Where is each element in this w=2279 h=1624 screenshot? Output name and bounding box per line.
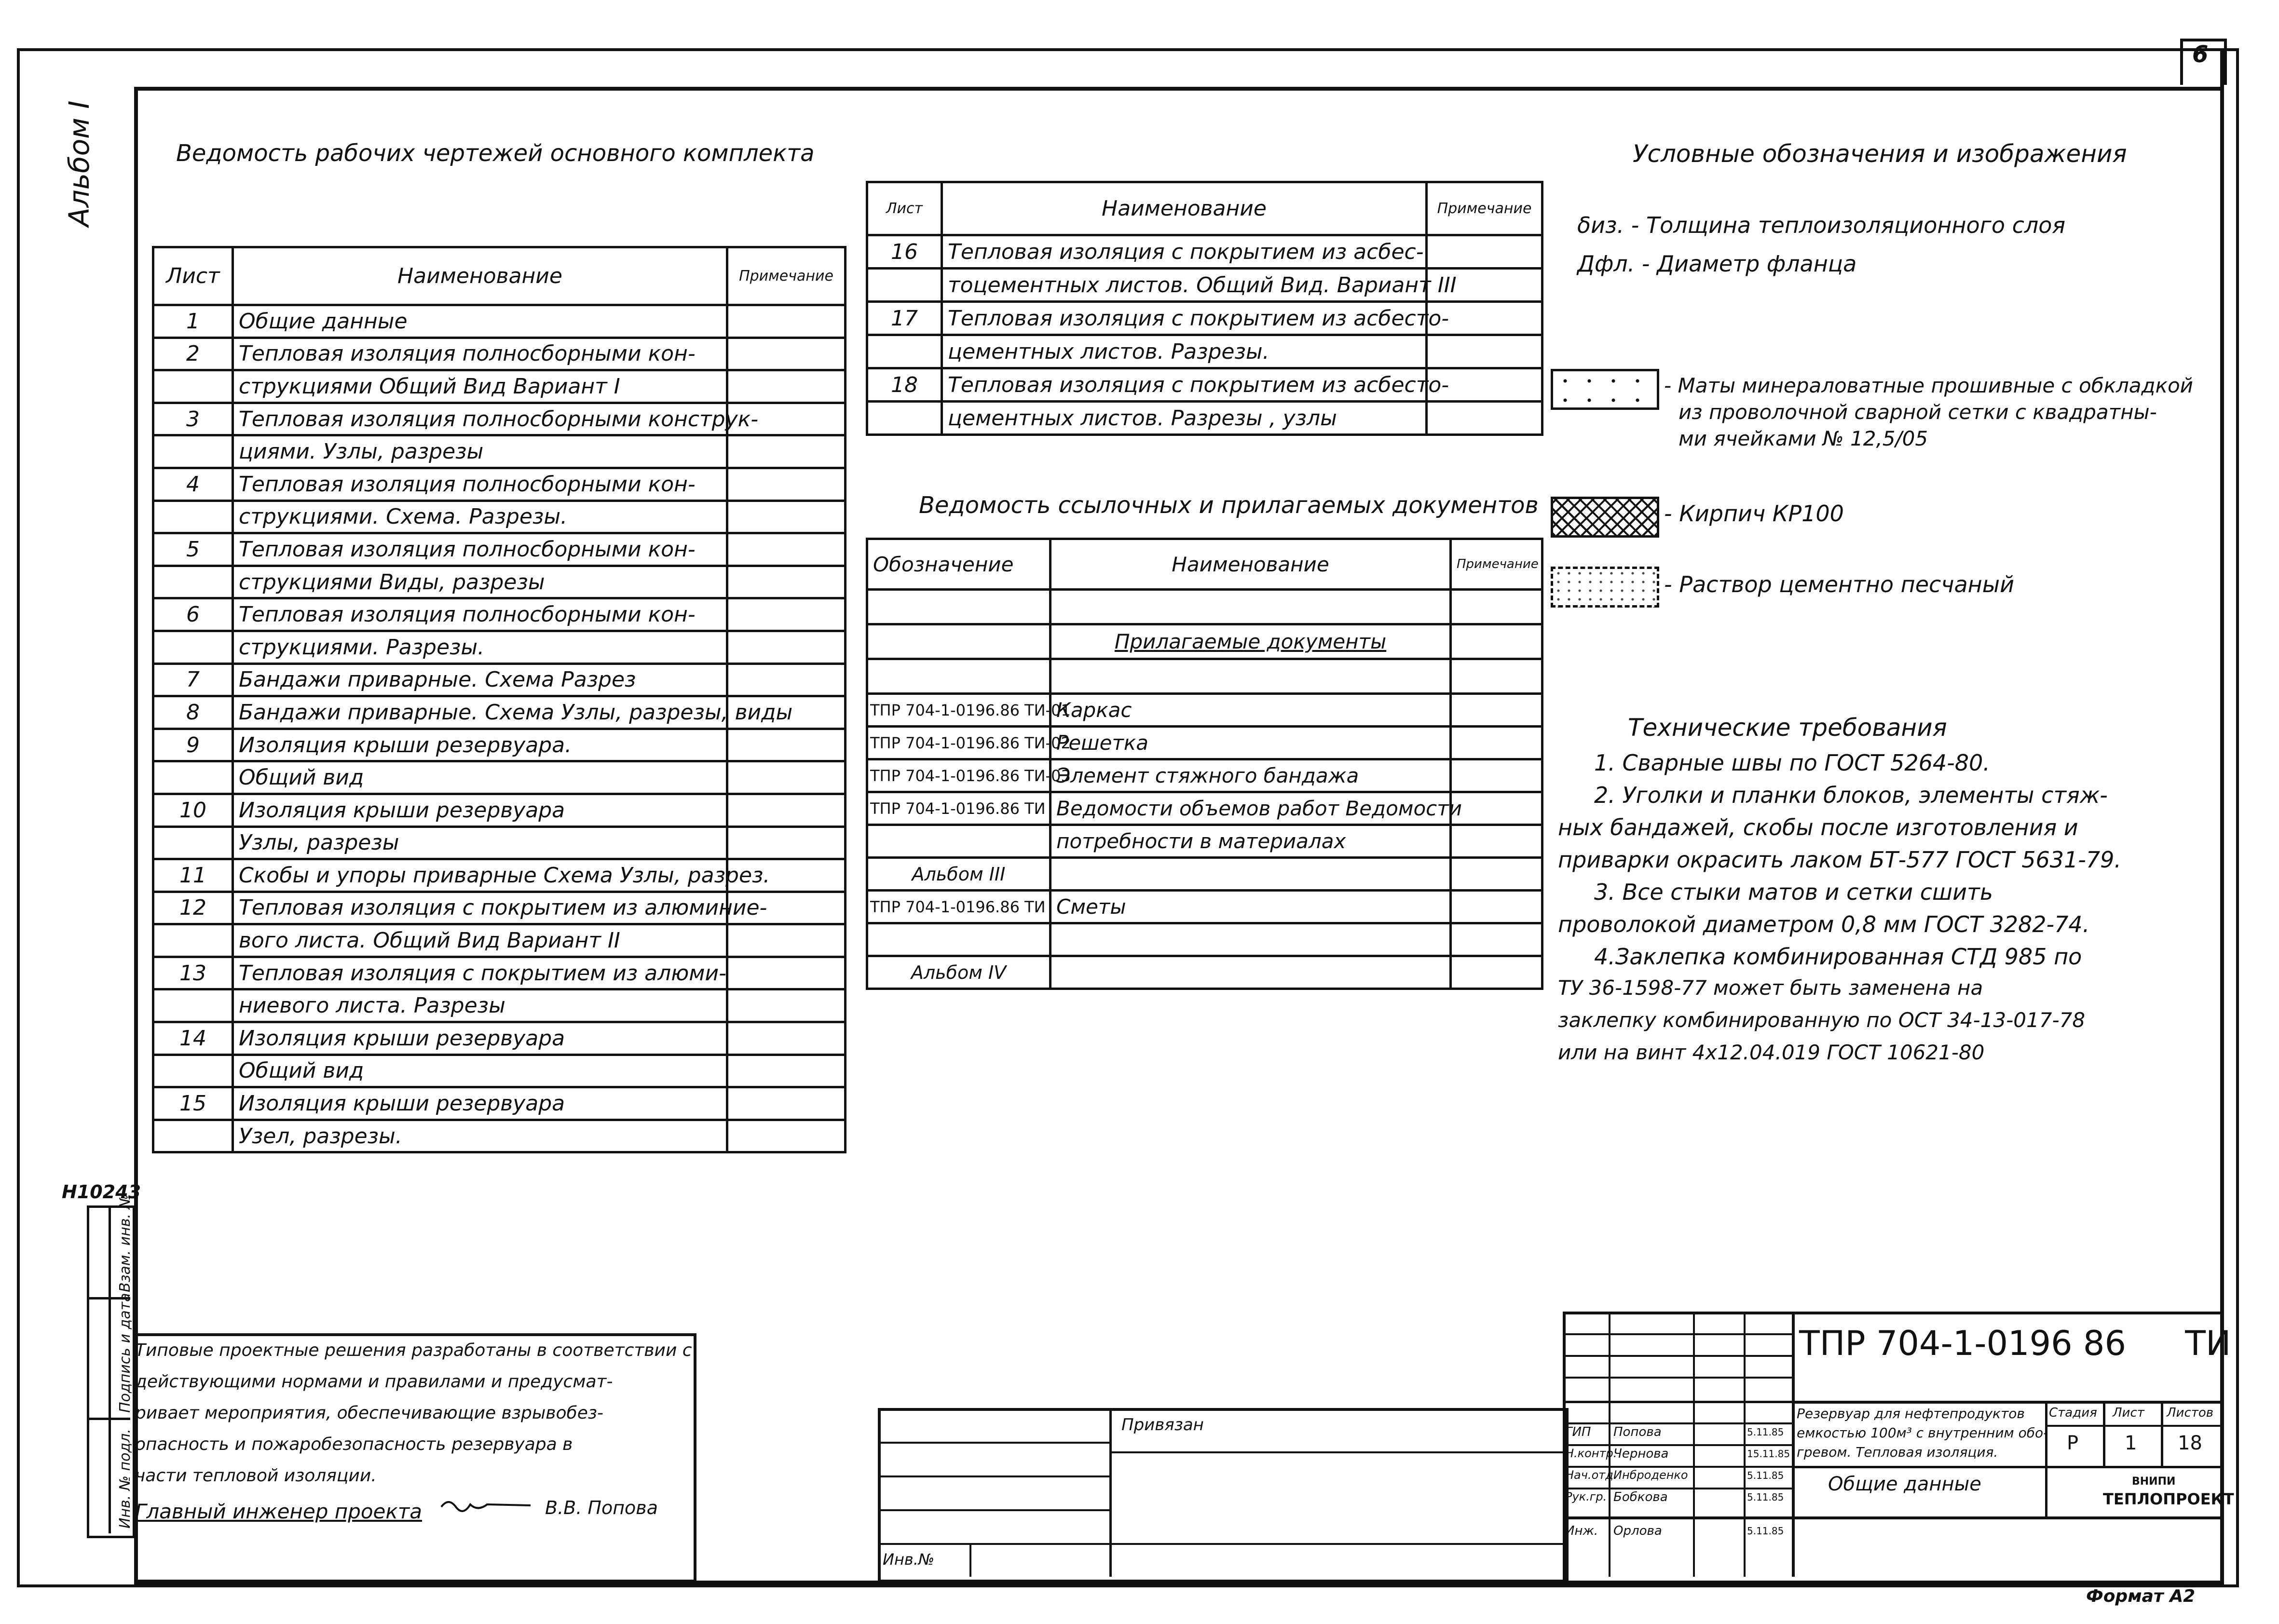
table-row bbox=[153, 598, 846, 631]
table-row bbox=[867, 923, 1542, 956]
table-row bbox=[867, 727, 1542, 759]
statement-box bbox=[134, 1333, 696, 1583]
table-row bbox=[153, 1022, 846, 1055]
tech-line-5: 3. Все стыки матов и сетки сшить bbox=[1594, 879, 1993, 905]
sheet-num-cell: 5 bbox=[153, 533, 233, 566]
tb-hline-stage bbox=[2045, 1425, 2220, 1427]
tb-date-3 bbox=[1747, 1470, 1784, 1481]
table-row bbox=[153, 794, 846, 826]
person-name: Попова bbox=[1613, 1425, 1662, 1439]
ref-section-title: Прилагаемые документы bbox=[1051, 624, 1451, 659]
ref-code-cell: Альбом IV bbox=[867, 956, 1051, 989]
sign-date: 5.11.85 bbox=[1747, 1470, 1784, 1481]
table-row bbox=[867, 235, 1542, 269]
sheet-name-cell: Изоляция крыши резервуара bbox=[233, 794, 727, 826]
cont-header-sheet: Лист bbox=[867, 182, 942, 235]
role-label: Нач.отд. bbox=[1565, 1468, 1617, 1482]
note-cell bbox=[1427, 402, 1542, 435]
table-row bbox=[867, 335, 1542, 368]
table-row bbox=[153, 696, 846, 729]
table-row bbox=[153, 989, 846, 1022]
sheet-num-cell bbox=[153, 631, 233, 663]
table-row bbox=[153, 859, 846, 892]
table-row bbox=[153, 338, 846, 370]
tech-line-3: ных бандажей, скобы после изготовления и bbox=[1558, 814, 2078, 840]
table-row bbox=[867, 368, 1542, 402]
tb-row-4 bbox=[1563, 1401, 1792, 1403]
ref-header-name: Наименование bbox=[1051, 539, 1451, 590]
chief-engineer-label: Главный инженер проекта bbox=[135, 1500, 422, 1523]
sheet-name-cell: Тепловая изоляция полносборными кон- bbox=[233, 338, 727, 370]
note-cell bbox=[1451, 792, 1542, 825]
tb-hline-code bbox=[1792, 1401, 2220, 1404]
document-code-main: ТПР 704-1-0196 86 bbox=[1799, 1324, 2126, 1363]
sheet-num-cell: 10 bbox=[153, 794, 233, 826]
ref-code-cell: ТПР 704-1-0196.86 ТИ-02 bbox=[867, 727, 1051, 759]
tb-sheet: 1 bbox=[2125, 1432, 2137, 1454]
ref-name-cell bbox=[1051, 858, 1451, 891]
table-row bbox=[153, 468, 846, 501]
col-header-name: Наименование bbox=[233, 247, 727, 305]
note-cell bbox=[1427, 235, 1542, 269]
tb-row-7 bbox=[1563, 1466, 1792, 1468]
tb-row-9 bbox=[1563, 1516, 2220, 1519]
table-row bbox=[153, 435, 846, 468]
note-cell bbox=[727, 957, 846, 989]
sheet-name-cell: цементных листов. Разрезы. bbox=[942, 335, 1427, 368]
legend-def-2-text: - Диаметр фланца bbox=[1641, 251, 1857, 277]
ref-code-cell: Альбом III bbox=[867, 858, 1051, 891]
sheet-num-cell: 13 bbox=[153, 957, 233, 989]
sheet-name-cell: Общие данные bbox=[233, 305, 727, 338]
sheet-num-cell: 7 bbox=[153, 663, 233, 696]
note-cell bbox=[727, 1022, 846, 1055]
tb-name-1 bbox=[1613, 1425, 1662, 1439]
main-list-title: Ведомость рабочих чертежей основного комплекта bbox=[176, 140, 815, 167]
tb-row-5 bbox=[1563, 1422, 1792, 1424]
note-cell bbox=[1451, 727, 1542, 759]
sheet-name-cell: струкциями Общий Вид Вариант I bbox=[233, 370, 727, 403]
note-cell bbox=[727, 729, 846, 761]
person-name: Чернова bbox=[1613, 1447, 1669, 1461]
ref-name-cell bbox=[1051, 923, 1451, 956]
note-cell bbox=[1451, 858, 1542, 891]
binding-label: Привязан bbox=[1121, 1415, 1204, 1435]
table-row bbox=[153, 663, 846, 696]
ref-name-cell: Элемент стяжного бандажа bbox=[1051, 759, 1451, 792]
table-row bbox=[867, 891, 1542, 923]
tech-line-7: 4.Заклепка комбинированная СТД 985 по bbox=[1594, 944, 2082, 970]
sheet-name-cell: тоцементных листов. Общий Вид. Вариант III bbox=[942, 269, 1427, 302]
note-cell bbox=[727, 338, 846, 370]
tb-date-5 bbox=[1747, 1525, 1784, 1537]
ref-code-cell: ТПР 704-1-0196.86 ТИ bbox=[867, 792, 1051, 825]
tb-name-3 bbox=[1613, 1468, 1688, 1482]
format-label: Формат А2 bbox=[2086, 1586, 2196, 1606]
tb-name-4 bbox=[1613, 1490, 1668, 1504]
sheet-num-cell: 2 bbox=[153, 338, 233, 370]
tb-role-3 bbox=[1565, 1468, 1617, 1482]
side-label-1: Взам. инв. № bbox=[117, 1194, 134, 1292]
sheet-num-cell bbox=[153, 989, 233, 1022]
note-cell bbox=[727, 305, 846, 338]
note-cell bbox=[727, 924, 846, 957]
ref-name-cell: Ведомости объемов работ Ведомости bbox=[1051, 792, 1451, 825]
sheet-name-cell: вого листа. Общий Вид Вариант II bbox=[233, 924, 727, 957]
note-cell bbox=[727, 761, 846, 794]
inventory-label: Инв.№ bbox=[883, 1550, 935, 1569]
col-header-note: Примечание bbox=[727, 247, 846, 305]
ref-code-cell bbox=[867, 923, 1051, 956]
album-label: Альбом I bbox=[63, 100, 96, 227]
note-cell bbox=[727, 501, 846, 533]
table-row bbox=[153, 924, 846, 957]
sheet-name-cell: Узлы, разрезы bbox=[233, 826, 727, 859]
sheet-number: 6 bbox=[2192, 41, 2209, 68]
statement-line-5: части тепловой изоляции. bbox=[135, 1466, 377, 1486]
sheet-name-cell: струкциями Виды, разрезы bbox=[233, 566, 727, 598]
side-label-2: Подпись и дата bbox=[117, 1293, 134, 1413]
tb-date-2 bbox=[1747, 1448, 1790, 1460]
legend-item-3: - Раствор цементно песчаный bbox=[1664, 571, 2014, 597]
statement-line-1: Типовые проектные решения разработаны в соответствии с bbox=[135, 1340, 692, 1360]
table-row bbox=[867, 825, 1542, 858]
frame-top-line bbox=[134, 87, 2224, 91]
tb-row-8 bbox=[1563, 1488, 1792, 1489]
sheet-num-cell: 8 bbox=[153, 696, 233, 729]
table-row bbox=[153, 403, 846, 435]
tb-role-5 bbox=[1565, 1524, 1598, 1538]
sheet-name-cell: Общий вид bbox=[233, 761, 727, 794]
tech-line-10: или на винт 4х12.04.019 ГОСТ 10621-80 bbox=[1558, 1041, 1985, 1064]
table-row bbox=[867, 402, 1542, 435]
legend-item-1-line-1: - Маты минераловатные прошивные с обкладкой bbox=[1664, 374, 2193, 397]
person-name: Орлова bbox=[1613, 1524, 1662, 1538]
binding-inner-row bbox=[1109, 1451, 1563, 1453]
sheet-num-cell: 16 bbox=[867, 235, 942, 269]
ref-code-cell: ТПР 704-1-0196.86 ТИ bbox=[867, 891, 1051, 923]
sheet-name-cell: циями. Узлы, разрезы bbox=[233, 435, 727, 468]
col-header-sheet: Лист bbox=[153, 247, 233, 305]
table-row bbox=[867, 956, 1542, 989]
table-row bbox=[153, 533, 846, 566]
note-cell bbox=[1451, 923, 1542, 956]
note-cell bbox=[1451, 825, 1542, 858]
table-row bbox=[153, 729, 846, 761]
sheet-name-cell: Изоляция крыши резервуара. bbox=[233, 729, 727, 761]
note-cell bbox=[727, 794, 846, 826]
sheet-name-cell: Узел, разрезы. bbox=[233, 1120, 727, 1152]
side-label-3: Инв. № подл. bbox=[117, 1429, 134, 1529]
person-name: Бобкова bbox=[1613, 1490, 1668, 1504]
side-stamp-divider bbox=[109, 1205, 111, 1533]
note-cell bbox=[1451, 759, 1542, 792]
binding-row-1 bbox=[878, 1442, 1109, 1444]
legend-item-1-line-2: из проволочной сварной сетки с квадратны- bbox=[1679, 400, 2157, 424]
tb-desc-1: Резервуар для нефтепродуктов bbox=[1797, 1406, 2025, 1421]
ref-name-cell: потребности в материалах bbox=[1051, 825, 1451, 858]
sheet-name-cell: Скобы и упоры приварные Схема Узлы, разрез. bbox=[233, 859, 727, 892]
tech-line-4: приварки окрасить лаком БТ-577 ГОСТ 5631-79. bbox=[1558, 847, 2122, 873]
sheet-name-cell: Тепловая изоляция с покрытием из алюми- bbox=[233, 957, 727, 989]
tb-vline-sheets bbox=[2161, 1401, 2163, 1466]
note-cell bbox=[1451, 956, 1542, 989]
sheet-num-cell bbox=[153, 435, 233, 468]
sheet-name-cell: Тепловая изоляция полносборными кон- bbox=[233, 598, 727, 631]
sheet-name-cell: цементных листов. Разрезы , узлы bbox=[942, 402, 1427, 435]
note-cell bbox=[1427, 335, 1542, 368]
role-label: Инж. bbox=[1565, 1524, 1598, 1538]
sheet-num-cell bbox=[153, 370, 233, 403]
sheet-num-cell bbox=[153, 761, 233, 794]
sheet-num-cell bbox=[867, 335, 942, 368]
legend-title: Условные обозначения и изображения bbox=[1633, 140, 2127, 168]
binding-block bbox=[878, 1408, 1569, 1583]
sheet-num-cell: 6 bbox=[153, 598, 233, 631]
sheet-num-cell: 9 bbox=[153, 729, 233, 761]
mat-swatch bbox=[1551, 369, 1659, 410]
sheet-name-cell: Изоляция крыши резервуара bbox=[233, 1087, 727, 1120]
sheet-num-cell: 14 bbox=[153, 1022, 233, 1055]
sheet-name-cell: Бандажи приварные. Схема Разрез bbox=[233, 663, 727, 696]
sheet-name-cell: ниевого листа. Разрезы bbox=[233, 989, 727, 1022]
binding-inv-vline bbox=[969, 1543, 971, 1577]
tb-vline-sheet bbox=[2103, 1401, 2105, 1466]
note-cell bbox=[727, 533, 846, 566]
ref-code-cell bbox=[867, 825, 1051, 858]
statement-line-3: ривает мероприятия, обеспечивающие взрывобез- bbox=[135, 1403, 603, 1423]
table-row bbox=[867, 269, 1542, 302]
ref-header-note: Примечание bbox=[1451, 539, 1542, 590]
legend-def-2-sym: Дфл. bbox=[1577, 251, 1635, 277]
tech-line-2: 2. Уголки и планки блоков, элементы стяж- bbox=[1594, 782, 2108, 808]
tech-line-8: ТУ 36-1598-77 может быть заменена на bbox=[1558, 976, 1983, 1000]
person-name: Инброденко bbox=[1613, 1468, 1688, 1482]
role-label: Рук.гр. bbox=[1565, 1490, 1607, 1503]
tb-date-4 bbox=[1747, 1491, 1784, 1503]
sheet-num-cell bbox=[153, 501, 233, 533]
legend-def-2 bbox=[1577, 251, 1856, 277]
sheet-num-cell: 4 bbox=[153, 468, 233, 501]
table-row bbox=[867, 302, 1542, 335]
sheet-name-cell: Тепловая изоляция полносборными кон- bbox=[233, 533, 727, 566]
sheet-num-cell: 15 bbox=[153, 1087, 233, 1120]
tb-hline-sub bbox=[1792, 1466, 2220, 1468]
sheet-name-cell: Тепловая изоляция полносборными кон- bbox=[233, 468, 727, 501]
document-code-suffix: ТИ bbox=[2185, 1324, 2231, 1363]
tb-sheet-label: Лист bbox=[2113, 1406, 2144, 1420]
sheet-num-cell bbox=[153, 826, 233, 859]
tb-org-top: ВНИПИ bbox=[2132, 1475, 2176, 1488]
note-cell bbox=[727, 989, 846, 1022]
signature-scribble bbox=[439, 1495, 535, 1514]
note-cell bbox=[727, 566, 846, 598]
statement-line-4: опасность и пожаробезопасность резервуара в bbox=[135, 1435, 573, 1454]
sheet-num-cell: 1 bbox=[153, 305, 233, 338]
ref-name-cell: Сметы bbox=[1051, 891, 1451, 923]
table-row bbox=[153, 1087, 846, 1120]
tb-name-2 bbox=[1613, 1447, 1669, 1461]
ref-list-table bbox=[866, 538, 1543, 990]
ref-name-cell: Решетка bbox=[1051, 727, 1451, 759]
ref-name-cell: Каркас bbox=[1051, 694, 1451, 727]
ref-header-code: Обозначение bbox=[867, 539, 1051, 590]
sheet-name-cell: Тепловая изоляция полносборными конструк- bbox=[233, 403, 727, 435]
tb-org: ТЕПЛОПРОЕКТ bbox=[2103, 1490, 2234, 1508]
tech-line-6: проволокой диаметром 0,8 мм ГОСТ 3282-74. bbox=[1558, 911, 2090, 937]
table-row bbox=[153, 957, 846, 989]
statement-line-2: действующими нормами и правилами и предусмат- bbox=[135, 1372, 613, 1392]
legend-def-1-text: - Толщина теплоизоляционного слоя bbox=[1631, 212, 2066, 238]
sheet-num-cell bbox=[153, 924, 233, 957]
note-cell bbox=[727, 598, 846, 631]
document-code bbox=[1799, 1324, 2231, 1363]
role-label: Н.контр. bbox=[1565, 1447, 1617, 1460]
sign-date: 5.11.85 bbox=[1747, 1426, 1784, 1438]
sign-date: 15.11.85 bbox=[1747, 1448, 1790, 1460]
tb-sheets: 18 bbox=[2178, 1432, 2202, 1454]
table-row bbox=[867, 858, 1542, 891]
ref-name-cell bbox=[1051, 956, 1451, 989]
tech-line-1: 1. Сварные швы по ГОСТ 5264-80. bbox=[1594, 750, 1990, 776]
brick-swatch bbox=[1551, 497, 1659, 538]
sign-date: 5.11.85 bbox=[1747, 1491, 1784, 1503]
note-cell bbox=[1451, 694, 1542, 727]
sheet-name-cell: Бандажи приварные. Схема Узлы, разрезы, виды bbox=[233, 696, 727, 729]
tb-role-2 bbox=[1565, 1447, 1617, 1460]
table-row bbox=[153, 305, 846, 338]
note-cell bbox=[727, 1055, 846, 1087]
inventory-number: Н10243 bbox=[62, 1181, 141, 1203]
tech-line-9: заклепку комбинированную по ОСТ 34-13-017-78 bbox=[1558, 1008, 2086, 1032]
table-row bbox=[153, 370, 846, 403]
sign-date: 5.11.85 bbox=[1747, 1525, 1784, 1537]
tb-row-6 bbox=[1563, 1444, 1792, 1446]
sheet-num-cell: 18 bbox=[867, 368, 942, 402]
note-cell bbox=[727, 435, 846, 468]
mortar-swatch bbox=[1551, 567, 1659, 608]
legend-def-1-sym: δиз. bbox=[1577, 212, 1624, 238]
note-cell bbox=[727, 1087, 846, 1120]
note-cell bbox=[727, 663, 846, 696]
note-cell bbox=[727, 370, 846, 403]
binding-vline bbox=[1109, 1408, 1112, 1577]
table-row bbox=[867, 759, 1542, 792]
sheet-num-cell: 3 bbox=[153, 403, 233, 435]
sheet-num-cell bbox=[867, 269, 942, 302]
legend-item-2: - Кирпич КР100 bbox=[1664, 501, 1844, 527]
sheet-name-cell: Тепловая изоляция с покрытием из асбесто- bbox=[942, 302, 1427, 335]
tb-role-4 bbox=[1565, 1490, 1607, 1503]
signer-name: В.В. Попова bbox=[545, 1497, 658, 1518]
sheet-num-cell bbox=[153, 1055, 233, 1087]
table-row bbox=[153, 761, 846, 794]
note-cell bbox=[727, 468, 846, 501]
table-row bbox=[153, 631, 846, 663]
tb-row-1 bbox=[1563, 1333, 1792, 1335]
table-row bbox=[867, 694, 1542, 727]
cont-header-name: Наименование bbox=[942, 182, 1427, 235]
note-cell bbox=[727, 1120, 846, 1152]
table-row bbox=[153, 1055, 846, 1087]
tb-vline-1 bbox=[1792, 1312, 1795, 1577]
sheet-num-cell: 12 bbox=[153, 892, 233, 924]
binding-row-4 bbox=[878, 1543, 1563, 1545]
note-cell bbox=[727, 631, 846, 663]
cont-header-note: Примечание bbox=[1427, 182, 1542, 235]
legend-item-1-line-3: ми ячейками № 12,5/05 bbox=[1679, 427, 1928, 450]
table-row bbox=[153, 1120, 846, 1152]
tb-sheets-label: Листов bbox=[2167, 1406, 2214, 1420]
ref-code-cell: ТПР 704-1-0196.86 ТИ-03 bbox=[867, 759, 1051, 792]
ref-code-cell: ТПР 704-1-0196.86 ТИ-01 bbox=[867, 694, 1051, 727]
table-row bbox=[153, 566, 846, 598]
tb-vline-stage bbox=[2045, 1401, 2047, 1516]
tb-row-2 bbox=[1563, 1355, 1792, 1357]
tb-name-5 bbox=[1613, 1524, 1662, 1538]
ref-list-title: Ведомость ссылочных и прилагаемых документов bbox=[919, 492, 1539, 519]
sheet-name-cell: Общий вид bbox=[233, 1055, 727, 1087]
note-cell bbox=[727, 826, 846, 859]
table-row bbox=[153, 501, 846, 533]
role-label: ГИП bbox=[1565, 1425, 1591, 1439]
tb-date-1 bbox=[1747, 1426, 1784, 1438]
sheet-name-cell: Тепловая изоляция с покрытием из асбес- bbox=[942, 235, 1427, 269]
tb-role-1 bbox=[1565, 1425, 1591, 1439]
sheet-name-cell: струкциями. Схема. Разрезы. bbox=[233, 501, 727, 533]
sheet-name-cell: Тепловая изоляция с покрытием из алюминие- bbox=[233, 892, 727, 924]
sheet-name-cell: струкциями. Разрезы. bbox=[233, 631, 727, 663]
binding-row-2 bbox=[878, 1475, 1109, 1477]
tb-stage-label: Стадия bbox=[2049, 1406, 2097, 1420]
sheet-num-cell: 11 bbox=[153, 859, 233, 892]
tb-desc-2: емкостью 100м³ с внутренним обо- bbox=[1797, 1425, 2048, 1441]
tb-desc-3: гревом. Тепловая изоляция. bbox=[1797, 1444, 1998, 1460]
tb-subtitle: Общие данные bbox=[1828, 1473, 1981, 1495]
side-stamp-sep-2 bbox=[87, 1418, 130, 1420]
sheet-num-cell: 17 bbox=[867, 302, 942, 335]
tb-stage: Р bbox=[2067, 1432, 2079, 1454]
sheet-num-cell bbox=[867, 402, 942, 435]
table-row bbox=[153, 892, 846, 924]
tech-title: Технические требования bbox=[1628, 714, 1947, 742]
sheet-name-cell: Изоляция крыши резервуара bbox=[233, 1022, 727, 1055]
cont-list-table bbox=[866, 181, 1543, 436]
legend-def-1 bbox=[1577, 212, 2065, 238]
tb-row-3 bbox=[1563, 1377, 1792, 1379]
table-row bbox=[867, 792, 1542, 825]
main-list-table bbox=[152, 246, 846, 1153]
sheet-num-cell bbox=[153, 566, 233, 598]
sheet-name-cell: Тепловая изоляция с покрытием из асбесто- bbox=[942, 368, 1427, 402]
binding-row-3 bbox=[878, 1509, 1109, 1511]
note-cell bbox=[1451, 891, 1542, 923]
sheet-num-cell bbox=[153, 1120, 233, 1152]
table-row bbox=[153, 826, 846, 859]
